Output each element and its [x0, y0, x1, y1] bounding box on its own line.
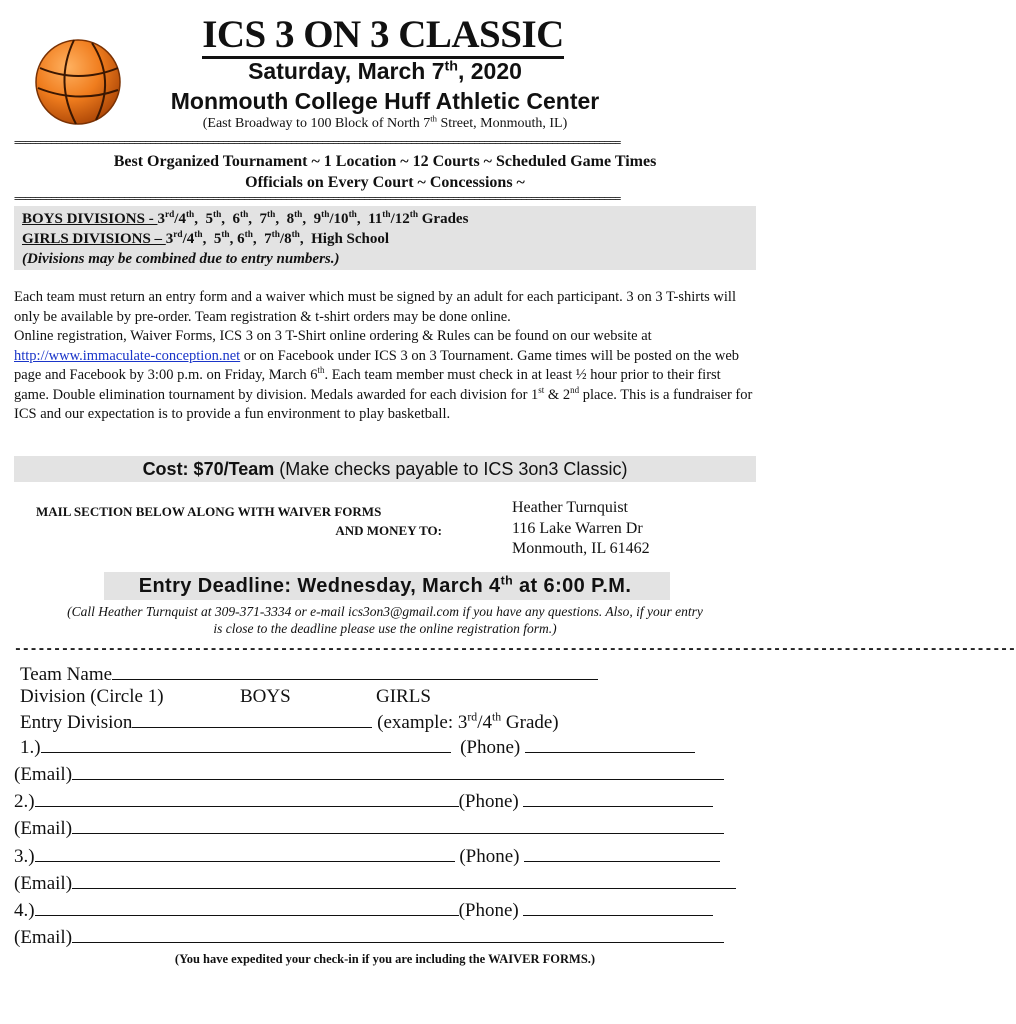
team-name-row	[20, 662, 598, 686]
date-year: , 2020	[457, 58, 522, 84]
entry-deadline	[0, 574, 770, 598]
address-text: (East Broadway to 100 Block of North 7	[202, 116, 431, 131]
division-girls-option[interactable]: GIRLS	[376, 686, 431, 707]
separator-top: ====================================================================================================================	[14, 136, 620, 149]
example-text: (example: 3	[372, 712, 468, 733]
body-p2-mid: or on Facebook under ICS 3 on 3 Tournament. Game times will be posted on the web page and Facebook by 3:00 p.m. on Friday, March 6	[14, 347, 740, 383]
body-paragraph-2	[14, 327, 756, 425]
address-sup: th	[430, 113, 437, 124]
division-boys-option[interactable]: BOYS	[240, 686, 291, 707]
boys-divisions: BOYS DIVISIONS - 3rd/4th, 5th, 6th, 7th, 8th, 9th/10th, 11th/12th Grades	[22, 210, 469, 227]
girls-divisions: GIRLS DIVISIONS – 3rd/4th, 5th, 6th, 7th/8th, High School	[22, 230, 390, 247]
date-sup: th	[444, 58, 458, 75]
boys-divisions-label: BOYS DIVISIONS -	[22, 211, 158, 227]
division-row	[20, 686, 720, 708]
player-3-email-label: (Email)	[14, 873, 73, 894]
player-4-phone-label: (Phone)	[458, 900, 524, 921]
player-4-row	[14, 898, 713, 922]
player-2-label: 2.)	[14, 791, 35, 812]
player-3-phone-label: (Phone)	[459, 846, 525, 867]
player-1-email-row	[14, 762, 724, 786]
body-p2-sup: th	[317, 365, 325, 376]
player-1-email-field[interactable]	[72, 762, 724, 780]
page-title	[0, 14, 770, 55]
features-line-2: Officials on Every Court ~ Concessions ~	[245, 174, 525, 191]
player-4-email-label: (Email)	[14, 927, 73, 948]
division-label: Division (Circle 1)	[20, 686, 164, 707]
venue: Monmouth College Huff Athletic Center	[170, 88, 600, 114]
player-1-row	[20, 735, 695, 759]
player-1-label: 1.)	[20, 737, 41, 758]
player-3-name-field[interactable]	[35, 844, 455, 862]
example-sup-2: th	[491, 710, 502, 724]
separator-middle: ====================================================================================================================	[14, 192, 620, 205]
mail-city: Monmouth, IL 61462	[512, 540, 650, 557]
body-p2-and: & 2	[544, 386, 571, 403]
player-2-row	[14, 789, 713, 813]
mail-instructions-line-2: AND MONEY TO:	[335, 523, 442, 538]
body-p2-medals: . Each team member must check in at least ½ hour prior to their first game. Double elimination tournament by division. Medals awarded for each division for 1	[14, 367, 721, 403]
mail-instructions-line-1: MAIL SECTION BELOW ALONG WITH WAIVER FORMS	[36, 504, 382, 519]
date-text: Saturday, March 7	[248, 58, 445, 84]
player-2-phone-label: (Phone)	[458, 791, 524, 812]
player-4-email-field[interactable]	[72, 925, 724, 943]
features-line-1: Best Organized Tournament ~ 1 Location ~ 12 Courts ~ Scheduled Game Times	[113, 153, 657, 170]
deadline-note-line-1: (Call Heather Turnquist at 309-371-3334 or e-mail ics3on3@gmail.com if you have any questions. Also, if your entry	[67, 604, 703, 619]
mail-street: 116 Lake Warren Dr	[512, 519, 643, 537]
entry-division-field[interactable]	[132, 710, 372, 728]
player-4-label: 4.)	[14, 900, 35, 921]
address-suffix: Street, Monmouth, IL)	[436, 116, 568, 131]
body-paragraph-1: Each team must return an entry form and a waiver which must be signed by an adult for each participant. 3 on 3 T-shirts will only be available by pre-order. Team registration & t-shirt orders may be done online.	[14, 289, 736, 325]
divisions-note: (Divisions may be combined due to entry numbers.)	[22, 251, 340, 267]
player-1-phone-field[interactable]	[525, 735, 695, 753]
player-3-email-row	[14, 871, 736, 895]
deadline-sup: th	[500, 573, 514, 588]
venue-address	[0, 115, 770, 132]
girls-divisions-label: GIRLS DIVISIONS –	[22, 231, 166, 247]
title-text: ICS 3 ON 3 CLASSIC	[202, 13, 564, 59]
body-text	[14, 288, 756, 425]
event-date	[0, 58, 770, 84]
player-1-name-field[interactable]	[41, 735, 451, 753]
player-2-email-field[interactable]	[72, 816, 724, 834]
cost-line	[0, 458, 770, 480]
player-1-phone-label: (Phone)	[460, 737, 525, 758]
website-link[interactable]: http://www.immaculate-conception.net	[14, 347, 241, 364]
player-2-name-field[interactable]	[35, 789, 459, 807]
player-3-email-field[interactable]	[72, 871, 736, 889]
player-1-email-label: (Email)	[14, 764, 73, 785]
player-4-phone-field[interactable]	[523, 898, 713, 916]
team-name-field[interactable]	[112, 662, 598, 680]
mail-name: Heather Turnquist	[512, 499, 628, 516]
deadline-text: Entry Deadline: Wednesday, March 4	[138, 575, 501, 597]
deadline-time: at 6:00 P.M.	[513, 575, 632, 597]
team-name-label: Team Name	[20, 664, 113, 685]
body-p2-start: Online registration, Waiver Forms, ICS 3 on 3 T-Shirt online ordering & Rules can be found on our website at	[14, 328, 652, 344]
entry-division-row	[20, 710, 559, 734]
body-p2-end: place. This is a fundraiser for ICS and our expectation is to provide a fun environment to play basketball.	[14, 386, 753, 422]
example-sup-1: rd	[467, 710, 478, 724]
example-suffix: Grade)	[501, 712, 559, 733]
player-3-label: 3.)	[14, 846, 35, 867]
cost-note: (Make checks payable to ICS 3on3 Classic)	[279, 459, 628, 479]
example-mid: /4	[477, 712, 492, 733]
player-2-email-row	[14, 816, 724, 840]
cut-line: --------------------------------------------------------------------------------------------------------------------------------	[14, 642, 1016, 657]
player-3-phone-field[interactable]	[524, 844, 720, 862]
player-2-email-label: (Email)	[14, 818, 73, 839]
deadline-note-line-2: is close to the deadline please use the online registration form.)	[213, 621, 557, 636]
cost-label: Cost: $70/Team	[142, 459, 280, 479]
mail-address	[512, 498, 650, 560]
body-p2-sup-second: nd	[570, 384, 580, 395]
player-2-phone-field[interactable]	[523, 789, 713, 807]
player-3-row	[14, 844, 720, 868]
body-p2-sup-first: st	[538, 384, 545, 395]
entry-division-label: Entry Division	[20, 712, 133, 733]
mail-instructions	[36, 502, 442, 540]
player-4-email-row	[14, 925, 724, 949]
player-4-name-field[interactable]	[35, 898, 459, 916]
form-footer-note: (You have expedited your check-in if you are including the WAIVER FORMS.)	[174, 952, 596, 966]
